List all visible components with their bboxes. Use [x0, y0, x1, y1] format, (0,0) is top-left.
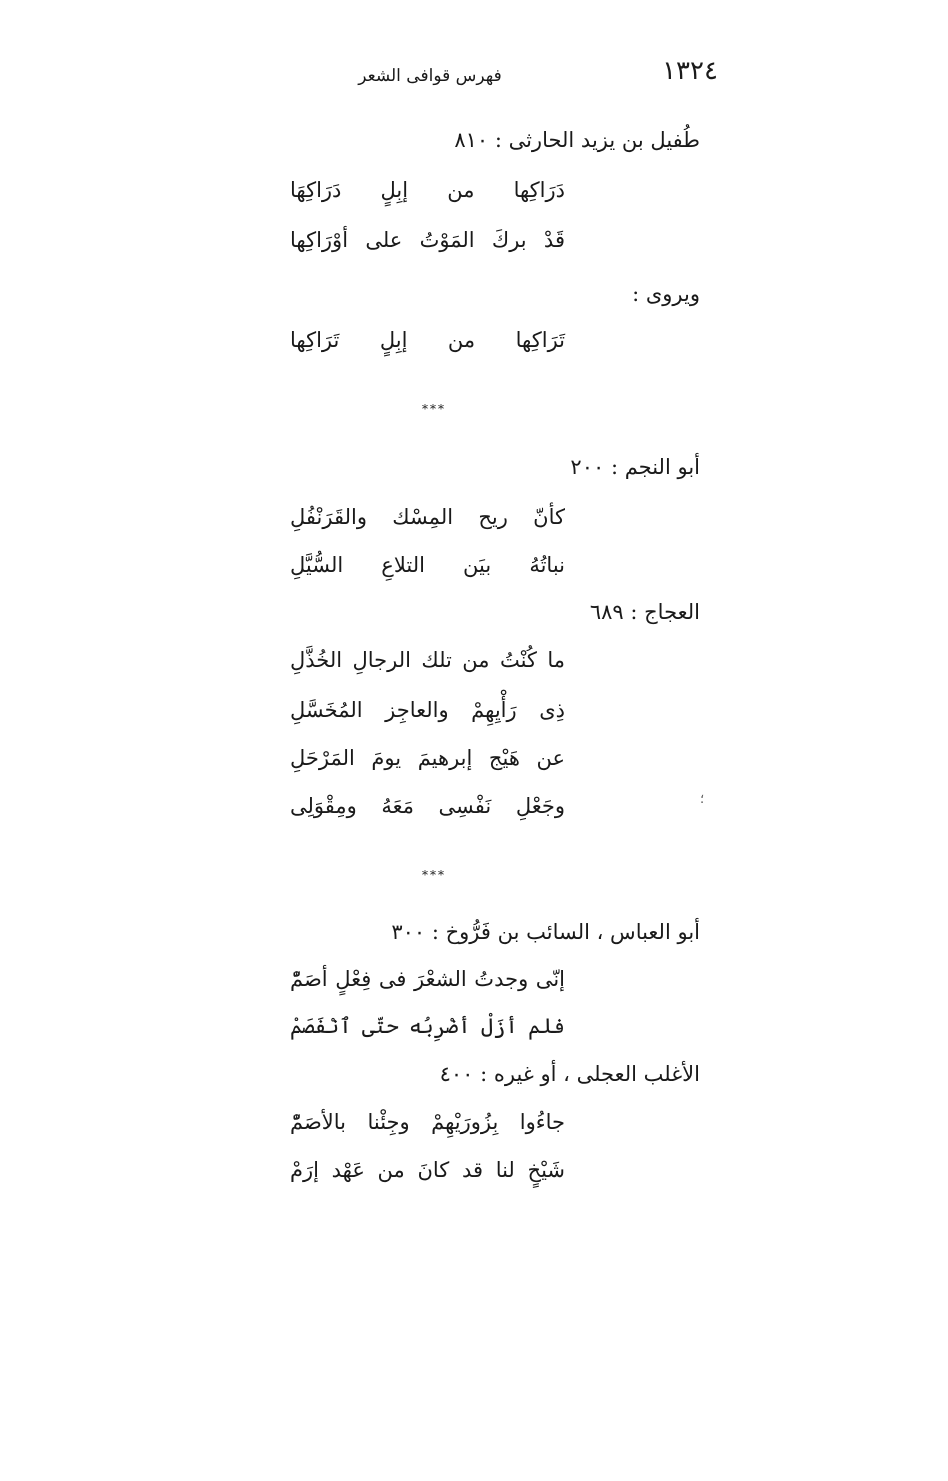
- poet-heading: الأغلب العجلى ، أو غيره : ٤٠٠: [439, 1062, 700, 1086]
- verse-line: شَيْخٍ لنا قد كانَ من عَهْد إرَمْ: [290, 1158, 565, 1182]
- verse-line: ما كُنْتُ من تلك الرجالِ الخُذَّلِ: [290, 648, 565, 672]
- verse-line: فلم أزَلْ أضْرِبُه حتّى ٱنْفَصَمْ: [290, 1014, 565, 1038]
- poet-heading: أبو العباس ، السائب بن فَرُّوخ : ٣٠٠: [391, 920, 700, 944]
- poet-heading: أبو النجم : ٢٠٠: [570, 455, 700, 479]
- verse-line: ذِى رَأْيِهِمْ والعاجِز المُخَسَّلِ: [290, 698, 565, 722]
- page-number: ١٣٢٤: [662, 56, 718, 86]
- verse-line: وجَعْلِ نَفْسِى مَعَهُ ومِقْوَلِى: [290, 794, 565, 818]
- verse-line: كأنّ ريح المِسْك والقَرَنْفُلِ: [290, 505, 565, 529]
- verse-line: نباتُهُ بيَن التلاعِ السُّيَّلِ: [290, 553, 565, 577]
- verse-line: عن هَيْج إبرهيمَ يومَ المَرْحَلِ: [290, 746, 565, 770]
- section-separator: ***: [422, 402, 446, 416]
- verse-line: دَرَاكِها من إبِلٍ دَرَاكِهَا: [290, 178, 565, 202]
- poet-heading: العجاج : ٦٨٩: [589, 600, 700, 624]
- poet-heading: طُفيل بن يزيد الحارثى : ٨١٠: [454, 128, 700, 152]
- verse-line: قَدْ بركَ المَوْتُ على أوْرَاكِها: [290, 228, 565, 252]
- verse-line: إنّى وجدتُ الشعْرَ فى فِعْلٍ أصَمّْ: [290, 967, 565, 991]
- verse-line: جاءُوا بِزُورَيْهِمْ وجِئْنا بالأصَمّْ: [290, 1110, 565, 1134]
- running-header-title: فهرس قوافى الشعر: [358, 66, 502, 86]
- verse-line: تَرَاكِها من إبِلٍ تَرَاكِها: [290, 328, 565, 352]
- variant-heading: ويروى :: [632, 282, 700, 306]
- section-separator: ***: [422, 868, 446, 882]
- margin-mark: ؛: [700, 792, 705, 807]
